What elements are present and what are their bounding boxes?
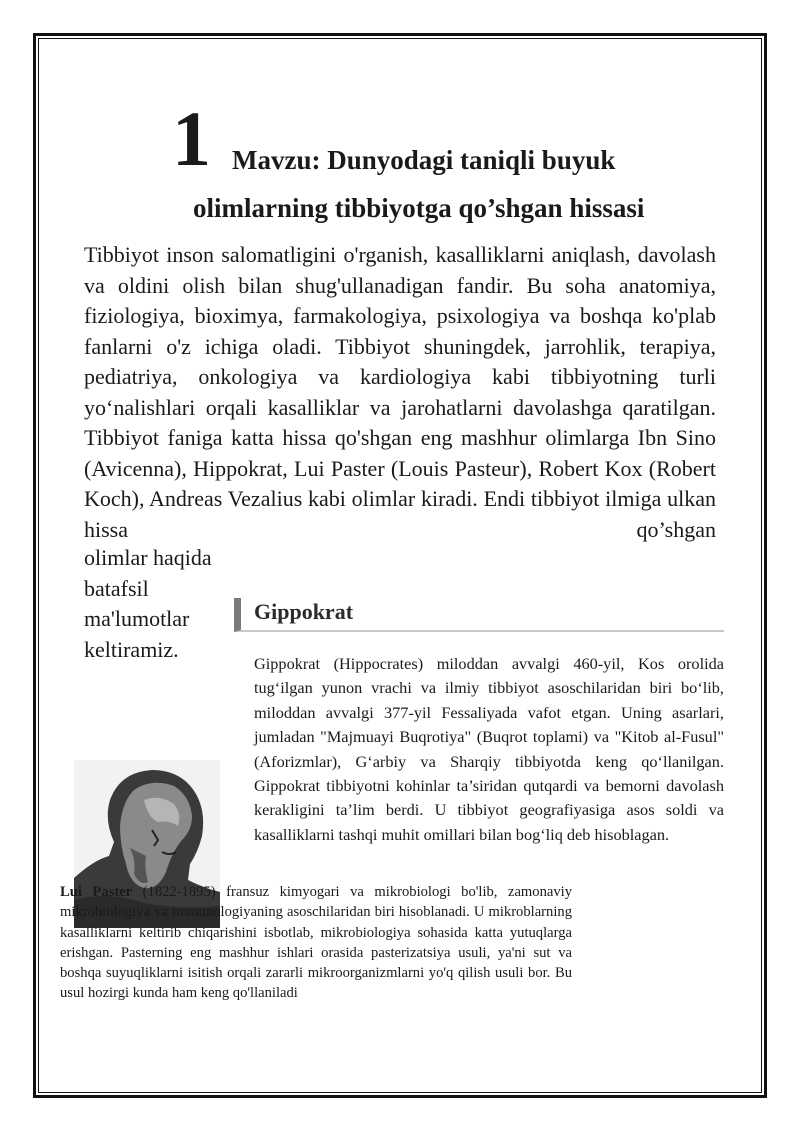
intro-paragraph: Tibbiyot inson salomatligini o'rganish, kasalliklarni aniqlash, davolash va oldini olish bilan shug'ullanadigan fandir. Bu soha anatomiya, fiziologiya, bioximya, farmakologiya, psixologiya va boshqa ko'plab fanlarni o'z ichiga oladi. Tibbiyot shuningdek, jarrohlik, terapiya, pediatriya, onkologiya va kardiologiya kabi tibbiyotning turli yo‘nalishlari orqali kasalliklar va jarohatlarni davolashga qaratilgan. Tibbiyot faniga katta hissa qo'shgan eng mashhur olimlarga Ibn Sino (Avicenna), Hippokrat, Lui Paster (Louis Pasteur), Robert Kox (Robert Koch), Andreas Vezalius kabi olimlar kiradi. Endi tibbiyot ilmiga ulkan hissa qo’shgan bbox=[84, 242, 716, 542]
paster-text: (1822-1895) fransuz kimyogari va mikrobiologi bo'lib, zamonaviy mikrobiologiya va immunologiyaning asoschilaridan biri hisoblanadi. U mikroblarning kasalliklarni keltirib chiqarishini isbotlab, mikrobiologiya sohasida katta yutuqlarga erishgan. Pasterning eng mashhur ishlari orasida pasterizatsiya usuli, ya'ni sut va boshqa suyuqliklarni isitish orqali zararli mikroorganizmlarni yo'q qilish usuli bor. Bu usul hozirgi kunda ham keng qo'llaniladi bbox=[60, 884, 572, 1002]
gippokrat-heading-bar bbox=[234, 598, 724, 632]
topic-title-line2: olimlarning tibbiyotga qo’shgan hissasi bbox=[193, 193, 645, 223]
paster-name: Lui Paster bbox=[60, 884, 133, 900]
topic-number: 1 bbox=[172, 95, 211, 182]
paster-paragraph bbox=[60, 882, 572, 1004]
intro-paragraph-tail: olimlar haqida batafsil ma'lumotlar keltiramiz. bbox=[84, 545, 212, 662]
topic-title-line1: Mavzu: Dunyodagi taniqli buyuk bbox=[232, 145, 616, 175]
gippokrat-heading: Gippokrat bbox=[254, 599, 354, 624]
gippokrat-paragraph: Gippokrat (Hippocrates) miloddan avvalgi 460-yil, Kos orolida tug‘ilgan yunon vrachi va ilmiy tibbiyot asoschilaridan biri bo‘lib, miloddan avvalgi 377-yil Fessaliyada vafot etgan. Uning asarlari, jumladan "Majmuayi Buqrotiya" (Buqrot toplami) va "Kitob al-Fusul" (Aforizmlar), G‘arbiy va Sharqiy tibbiyotda keng qo‘llanilgan. Gippokrat tibbiyotni kohinlar ta’siridan qutqardi va bemorni davolash kerakligini ta’lim berdi. U tibbiyot geografiyasiga asos soldi va kasalliklarni tashqi muhit omillari bilan bog‘liq deb hisoblagan. bbox=[254, 654, 724, 844]
